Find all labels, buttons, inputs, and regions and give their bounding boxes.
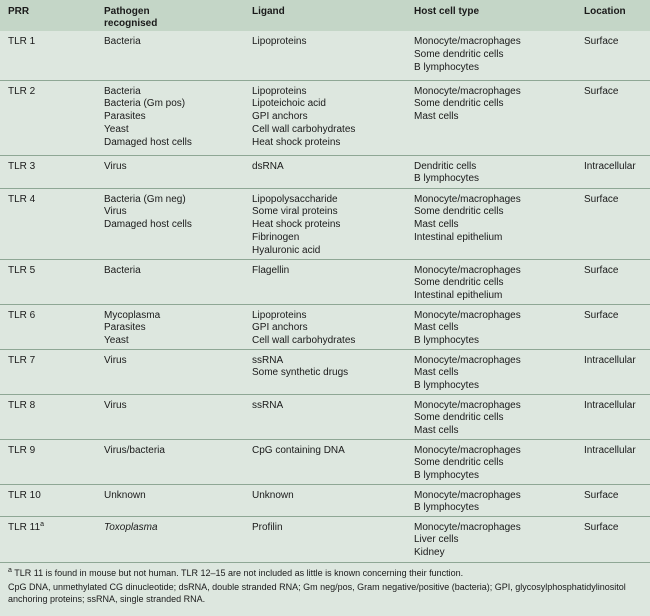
cell-location: Intracellular: [576, 439, 650, 484]
pathogen-item: Virus: [104, 399, 127, 411]
host-cell-item: Monocyte/macrophages: [414, 489, 521, 501]
host-cell-item: Dendritic cells: [414, 160, 477, 172]
host-cell-item: Monocyte/macrophages: [414, 399, 521, 411]
footnote-a-text: TLR 11 is found in mouse but not human. TLR 12–15 are not included as little is known concerning their function.: [14, 568, 464, 578]
host-cell-item: Some dendritic cells: [414, 412, 504, 424]
cell-ligand: [244, 516, 406, 561]
cell-prr: [0, 259, 96, 304]
table-header-row: [0, 0, 650, 31]
prr-label: TLR 8: [8, 399, 36, 411]
prr-label: TLR 4: [8, 193, 36, 205]
ligand-item: Hyaluronic acid: [252, 244, 321, 256]
ligand-item: Flagellin: [252, 264, 290, 276]
footnote-ref: a: [40, 520, 44, 528]
table-body: [0, 31, 650, 561]
ligand-item: GPI anchors: [252, 111, 308, 123]
footnote-abbreviations: CpG DNA, unmethylated CG dinucleotide; dsRNA, double stranded RNA; Gm neg/pos, Gram negative/positive (bacteria); GPI, glycosylphosphatidylinositol anchoring proteins; ssRNA, single stranded RNA.: [8, 582, 626, 604]
table-row: [0, 304, 650, 349]
cell-prr: [0, 349, 96, 394]
host-cell-item: B lymphocytes: [414, 173, 480, 185]
header-pathogen: Pathogen recognised: [96, 0, 244, 31]
footnotes: [0, 562, 650, 608]
ligand-item: CpG containing DNA: [252, 444, 345, 456]
pathogen-item: Damaged host cells: [104, 136, 192, 148]
header-ligand: Ligand: [244, 0, 406, 31]
cell-host-cell: [406, 304, 576, 349]
ligand-item: Heat shock proteins: [252, 219, 341, 231]
table-row: [0, 394, 650, 439]
host-cell-item: B lymphocytes: [414, 380, 480, 392]
host-cell-item: B lymphocytes: [414, 470, 480, 482]
pathogen-item: Mycoplasma: [104, 309, 161, 321]
table-row: [0, 80, 650, 155]
cell-location: Surface: [576, 259, 650, 304]
cell-pathogen: [96, 394, 244, 439]
host-cell-item: Some dendritic cells: [414, 457, 504, 469]
table-row: [0, 439, 650, 484]
pathogen-item: Parasites: [104, 322, 146, 334]
cell-host-cell: [406, 516, 576, 561]
cell-prr: [0, 484, 96, 516]
host-cell-item: Mast cells: [414, 322, 459, 334]
host-cell-item: Mast cells: [414, 425, 459, 437]
table-row: [0, 155, 650, 188]
ligand-item: Unknown: [252, 489, 294, 501]
cell-ligand: [244, 31, 406, 80]
cell-ligand: [244, 484, 406, 516]
ligand-item: Cell wall carbohydrates: [252, 335, 356, 347]
pathogen-item: Yeast: [104, 123, 129, 135]
prr-label: TLR 1: [8, 36, 36, 47]
ligand-item: Lipoproteins: [252, 36, 307, 47]
ligand-item: Cell wall carbohydrates: [252, 123, 356, 135]
cell-pathogen: [96, 31, 244, 80]
ligand-item: Lipoproteins: [252, 309, 307, 321]
prr-label: TLR 2: [8, 85, 36, 97]
cell-prr: [0, 304, 96, 349]
cell-ligand: [244, 304, 406, 349]
header-prr: PRR: [0, 0, 96, 31]
cell-prr: [0, 439, 96, 484]
host-cell-item: Intestinal epithelium: [414, 290, 503, 302]
host-cell-item: Monocyte/macrophages: [414, 85, 521, 97]
cell-pathogen: [96, 259, 244, 304]
prr-label: TLR 7: [8, 354, 36, 366]
cell-location: Surface: [576, 304, 650, 349]
table-row: [0, 188, 650, 259]
host-cell-item: Mast cells: [414, 219, 459, 231]
cell-location: Surface: [584, 36, 619, 47]
cell-host-cell: [406, 394, 576, 439]
cell-ligand: [244, 349, 406, 394]
pathogen-item: Virus: [104, 354, 127, 366]
footnote-a: [8, 568, 642, 579]
pathogen-item: Bacteria: [104, 85, 141, 97]
prr-label: TLR 3: [8, 160, 36, 172]
table-row: [0, 484, 650, 516]
host-cell-item: Monocyte/macrophages: [414, 36, 521, 47]
ligand-item: Fibrinogen: [252, 231, 300, 243]
pathogen-item: Yeast: [104, 335, 129, 347]
cell-location: Intracellular: [576, 349, 650, 394]
ligand-item: GPI anchors: [252, 322, 308, 334]
cell-host-cell: [406, 439, 576, 484]
table-row: [0, 349, 650, 394]
cell-ligand: [244, 80, 406, 155]
cell-location: Surface: [576, 484, 650, 516]
cell-host-cell: [406, 80, 576, 155]
table-row: [0, 259, 650, 304]
pathogen-item: Bacteria: [104, 36, 141, 47]
pathogen-item: Toxoplasma: [104, 521, 158, 533]
host-cell-item: Some dendritic cells: [414, 206, 504, 218]
prr-label: TLR 5: [8, 264, 36, 276]
ligand-item: Lipoteichoic acid: [252, 98, 326, 110]
cell-pathogen: [96, 188, 244, 259]
footnote-marker: a: [8, 567, 12, 574]
cell-prr: [0, 516, 96, 561]
cell-pathogen: [96, 80, 244, 155]
cell-ligand: [244, 439, 406, 484]
cell-prr: [0, 31, 96, 80]
prr-label: TLR 11: [8, 521, 41, 533]
host-cell-item: Liver cells: [414, 534, 459, 546]
cell-host-cell: [406, 259, 576, 304]
cell-ligand: [244, 155, 406, 188]
host-cell-item: Kidney: [414, 547, 445, 559]
pathogen-item: Damaged host cells: [104, 219, 192, 231]
prr-label: TLR 9: [8, 444, 36, 456]
cell-host-cell: [406, 188, 576, 259]
prr-label: TLR 6: [8, 309, 36, 321]
cell-location: Surface: [576, 188, 650, 259]
cell-ligand: [244, 259, 406, 304]
cell-host-cell: [406, 349, 576, 394]
cell-location: Intracellular: [576, 155, 650, 188]
pathogen-item: Parasites: [104, 111, 146, 123]
pathogen-item: Bacteria: [104, 264, 141, 276]
host-cell-item: Monocyte/macrophages: [414, 354, 521, 366]
ligand-item: ssRNA: [252, 399, 284, 411]
prr-label: TLR 10: [8, 489, 41, 501]
cell-host-cell: [406, 31, 576, 80]
host-cell-item: Monocyte/macrophages: [414, 264, 521, 276]
cell-ligand: [244, 394, 406, 439]
ligand-item: Some viral proteins: [252, 206, 338, 218]
host-cell-item: Mast cells: [414, 111, 459, 123]
pathogen-item: Unknown: [104, 489, 146, 501]
pathogen-item: Virus: [104, 206, 127, 218]
cell-prr: [0, 394, 96, 439]
cell-pathogen: [96, 349, 244, 394]
header-host-cell-type: Host cell type: [406, 0, 576, 31]
cell-pathogen: [96, 304, 244, 349]
host-cell-item: B lymphocytes: [414, 502, 480, 514]
host-cell-item: Monocyte/macrophages: [414, 521, 521, 533]
host-cell-item: Some dendritic cells: [414, 98, 504, 110]
host-cell-item: Some dendritic cells: [414, 48, 504, 60]
table-row: [0, 31, 650, 80]
cell-prr: [0, 155, 96, 188]
pathogen-item: Virus/bacteria: [104, 444, 165, 456]
host-cell-item: B lymphocytes: [414, 335, 480, 347]
header-location: Location: [576, 0, 650, 31]
host-cell-item: B lymphocytes: [414, 61, 480, 73]
ligand-item: Lipoproteins: [252, 85, 307, 97]
ligand-item: Lipopolysaccharide: [252, 193, 338, 205]
cell-host-cell: [406, 155, 576, 188]
host-cell-item: Monocyte/macrophages: [414, 193, 521, 205]
ligand-item: Some synthetic drugs: [252, 367, 349, 379]
ligand-item: Profilin: [252, 521, 283, 533]
cell-location: Surface: [576, 516, 650, 561]
pathogen-item: Bacteria (Gm pos): [104, 98, 186, 110]
cell-prr: [0, 188, 96, 259]
cell-pathogen: [96, 516, 244, 561]
host-cell-item: Mast cells: [414, 367, 459, 379]
cell-pathogen: [96, 155, 244, 188]
cell-location: Intracellular: [576, 394, 650, 439]
ligand-item: Heat shock proteins: [252, 136, 341, 148]
pathogen-item: Virus: [104, 160, 127, 172]
cell-pathogen: [96, 439, 244, 484]
host-cell-item: Monocyte/macrophages: [414, 444, 521, 456]
table-row: [0, 516, 650, 561]
host-cell-item: Intestinal epithelium: [414, 231, 503, 243]
cell-location: Surface: [576, 80, 650, 155]
cell-host-cell: [406, 484, 576, 516]
host-cell-item: Some dendritic cells: [414, 277, 504, 289]
cell-prr: [0, 80, 96, 155]
cell-pathogen: [96, 484, 244, 516]
host-cell-item: Monocyte/macrophages: [414, 309, 521, 321]
ligand-item: dsRNA: [252, 160, 284, 172]
cell-ligand: [244, 188, 406, 259]
pathogen-item: Bacteria (Gm neg): [104, 193, 186, 205]
ligand-item: ssRNA: [252, 354, 284, 366]
